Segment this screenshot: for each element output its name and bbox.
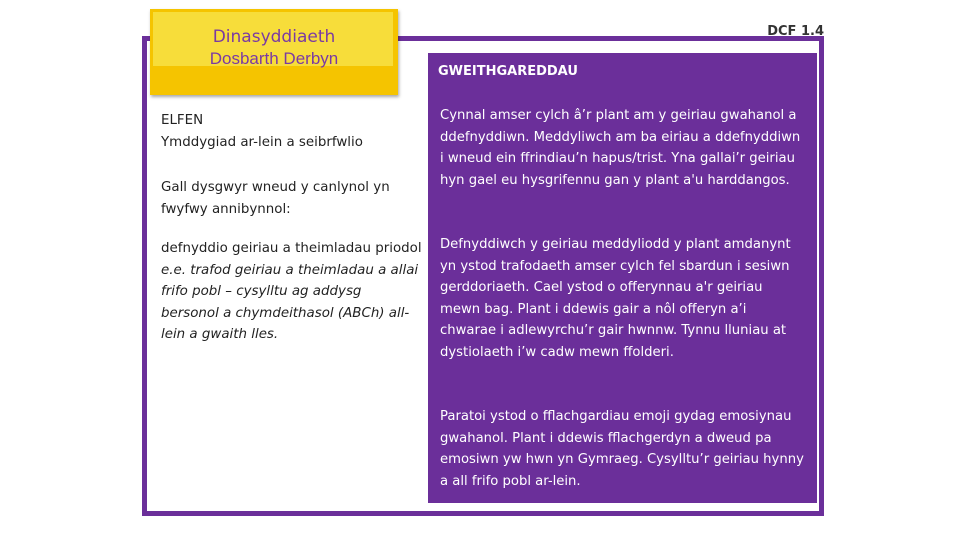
skill-example: e.e. trafod geiriau a theimladau a allai frifo pobl – cysylltu ag addysg bersonol a chymdeithasol (ABCh) all-lein a gwaith lles. [161,262,419,342]
element-block [161,110,423,153]
skill-description [161,238,423,346]
page-title: Dinasyddiaeth [212,27,336,47]
element-name: Ymddygiad ar-lein a seibrfwlio [161,134,363,150]
framework-code: DCF 1.4 [767,24,824,39]
activity-paragraph: Paratoi ystod o fflachgardiau emoji gydag emosiynau gwahanol. Plant i ddewis fflachgerdyn a dweud pa emosiwn yw hwn yn Gymraeg. Cysylltu’r geiriau hynny a all frifo pobl ar-lein. [440,409,804,489]
learner-intro: Gall dysgwyr wneud y canlynol yn fwyfwy annibynnol: [161,180,390,217]
skill-text: defnyddio geiriau a theimladau priodol [161,241,422,256]
activity-paragraph: Defnyddiwch y geiriau meddyliodd y plant amdanynt yn ystod trafodaeth amser cylch fel sbardun i sesiwn gerddoriaeth. Cael ystod o offerynnau a'r geiriau mewn bag. Plant i ddewis gair a nôl offeryn a’i chwarae i adlewyrchu’r gair hwnnw. Tynnu lluniau at dystiolaeth i’w cadw mewn ffolderi. [440,237,791,360]
element-label: ELFEN [161,113,204,128]
page-subtitle: Dosbarth Derbyn [209,49,339,68]
activities-heading: GWEITHGAREDDAU [438,64,578,79]
activity-paragraph: Cynnal amser cylch â’r plant am y geiriau gwahanol a ddefnyddiwn. Meddyliwch am ba eiriau a ddefnyddiwn i wneud ein ffrindiau’n hapus/trist. Yna gallai’r geiriau hyn gael eu hysgrifennu gan y plant a'u harddangos. [440,108,801,188]
